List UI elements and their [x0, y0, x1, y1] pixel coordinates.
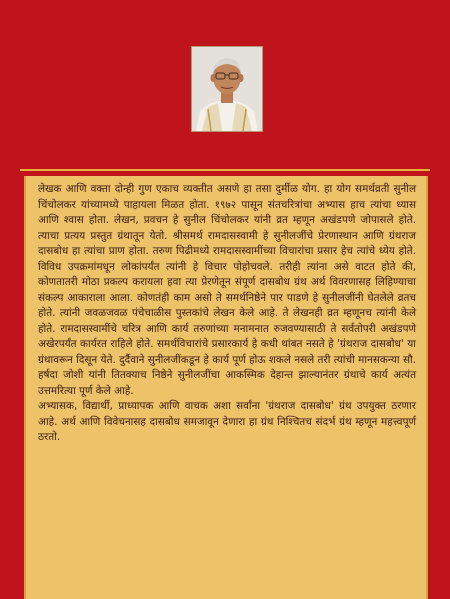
blurb-paragraph-2: अभ्यासक, विद्यार्थी, प्राध्यापक आणि वाचक अशा सर्वांना 'ग्रंथराज दासबोध' ग्रंथ उपयुक्त ठरणार आहे. अर्थ आणि विवेचनासह दासबोध समजावून देणारा हा ग्रंथ निश्चितच संदर्भ ग्रंथ म्हणून महत्त्वपूर्ण ठरतो.: [38, 400, 416, 443]
divider-rule: [20, 169, 430, 171]
blurb-paragraph-1: लेखक आणि वक्ता दोन्ही गुण एकाच व्यक्तीत असणे हा तसा दुर्मीळ योग. हा योग समर्थव्रती सुनील चिंचोलकर यांच्यामध्ये पाहायला मिळत होता. १९७२ पासून संतचरित्रांचा अभ्यास हाच त्यांचा ध्यास आणि श्वास होता. लेखन, प्रवचन हे सुनील चिंचोलकर यांनी व्रत म्हणून अखंडपणे जोपासले होते. त्याचा प्रत्यय प्रस्तुत ग्रंथातून येतो. श्रीसमर्थ रामदासस्वामी हे सुनीलजींचे प्रेरणास्थान आणि ग्रंथराज दासबोध हा त्यांचा प्राण होता. तरुण पिढीमध्ये रामदासस्वामींच्या विचारांचा प्रसार हेच त्यांचे ध्येय होते. विविध उपक्रमांमधून लोकांपर्यंत त्यांनी हे विचार पोहोचवले. तरीही त्यांना असे वाटत होते की, कोणतातरी मोठा प्रकल्प करायला हवा त्या प्रेरणेतून संपूर्ण दासबोध ग्रंथ अर्थ विवरणासह लिहिण्याचा संकल्प आकाराला आला. कोणतंही काम असो ते समर्थनिष्ठेने पार पाडणे हे सुनीलजींनी घेतलेले व्रतच होते. त्यांनी जवळजवळ पंचेचाळीस पुस्तकांचे लेखन केले आहे. ते लेखनही व्रत म्हणूनच त्यांनी केले होते. रामदासस्वामींचे चरित्र आणि कार्य तरुणांच्या मनामनात रुजवण्यासाठी ते सर्वतोपरी अखंडपणे अखेरपर्यंत कार्यरत राहिले होते. समर्थविचारांचे प्रसारकार्य हे कधी थांबत नसते हे 'ग्रंथराज दासबोध' या ग्रंथावरून दिसून येते. दुर्दैवाने सुनीलजींकडून हे कार्य पूर्ण होऊ शकले नसले तरी त्यांची मानसकन्या सौ. हर्षदा जोशी यांनी तितक्याच निष्ठेने सुनीलजींचा आकस्मिक देहान्त झाल्यानंतर ग्रंथाचे कार्य अत्यंत उत्तमरित्या पूर्ण केले आहे.: [38, 183, 416, 397]
blurb-panel: [24, 176, 428, 599]
author-portrait-image: [192, 47, 262, 131]
author-photo: [191, 46, 263, 132]
